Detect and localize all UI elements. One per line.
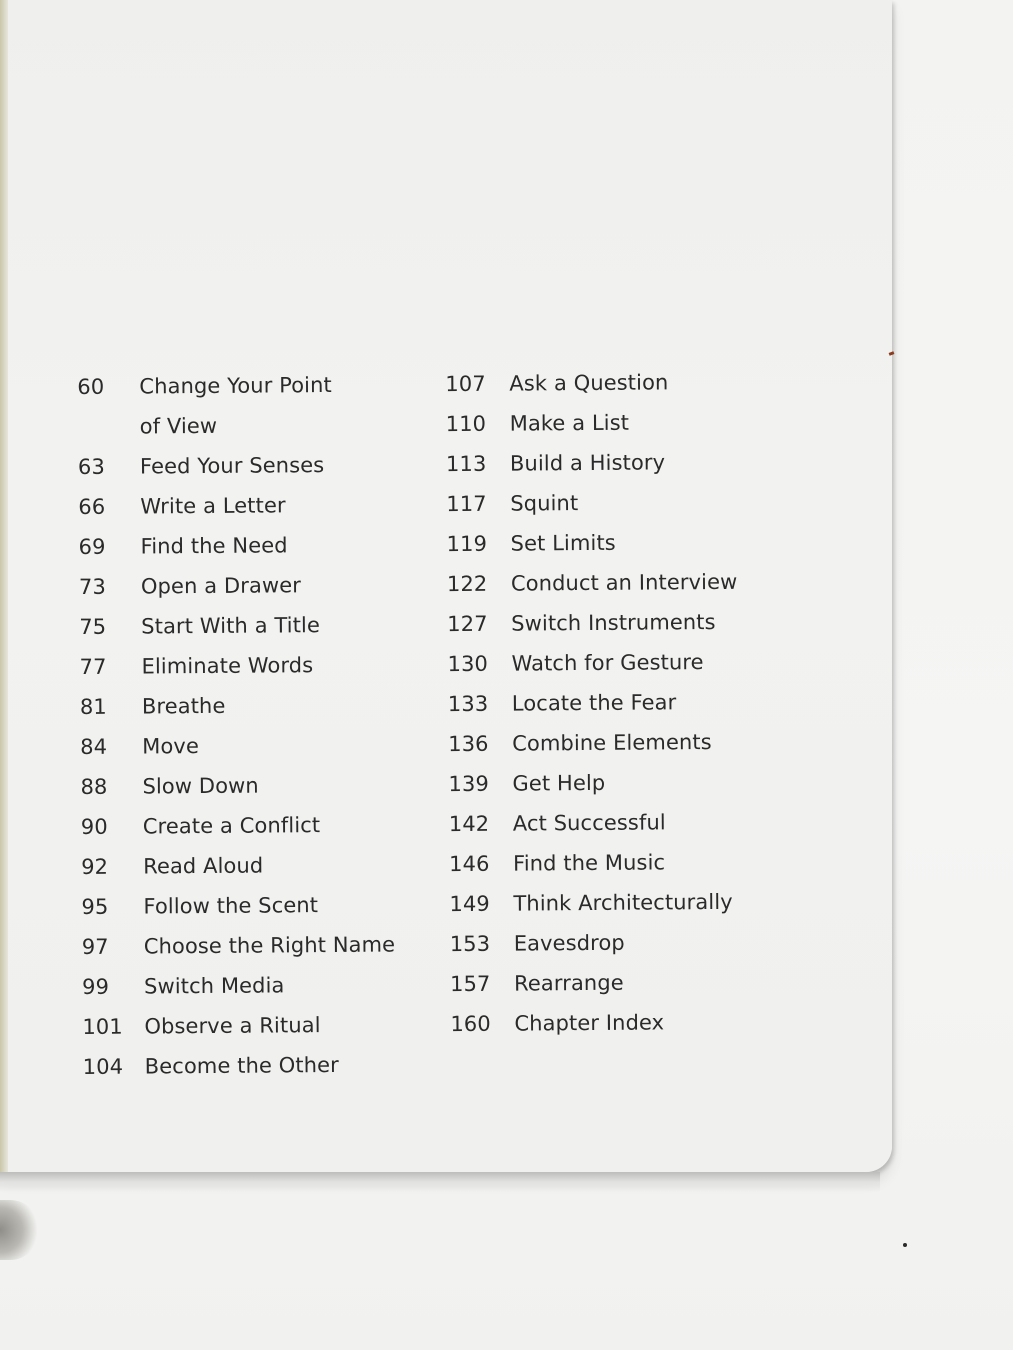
toc-page-number: 139 <box>448 771 489 797</box>
toc-page-number: 113 <box>445 451 487 477</box>
toc-page-number: 66 <box>78 494 106 519</box>
toc-entry <box>79 644 439 687</box>
page-mark <box>889 351 895 356</box>
toc-entry <box>450 962 770 1005</box>
toc-title <box>139 364 438 446</box>
toc-page-number: 127 <box>447 611 488 637</box>
toc-title: Observe a Ritual <box>144 1013 321 1039</box>
toc-entry <box>447 642 767 685</box>
toc-title: Make a List <box>509 410 630 436</box>
toc-title: Combine Elements <box>512 730 712 756</box>
toc-page-number: 107 <box>445 371 486 397</box>
toc-page-number: 157 <box>449 971 491 997</box>
toc-page-number: 77 <box>79 654 107 679</box>
toc-page-number: 122 <box>446 571 488 597</box>
toc-page-number: 133 <box>447 691 489 717</box>
toc-entry <box>450 1002 770 1045</box>
toc-title: Read Aloud <box>143 853 264 879</box>
toc-title: Squint <box>510 491 579 516</box>
toc-title: Watch for Gesture <box>511 650 704 676</box>
toc-entry <box>448 722 768 765</box>
toc-title: Chapter Index <box>514 1010 665 1036</box>
toc-title: Write a Letter <box>140 493 286 519</box>
background-object <box>0 1200 40 1260</box>
toc-title-line: of View <box>139 413 218 439</box>
toc-entry <box>445 362 765 405</box>
toc-title: Switch Media <box>143 973 285 999</box>
toc-page-number: 75 <box>79 614 107 639</box>
toc-title: Think Architecturally <box>513 889 733 916</box>
toc-entry <box>81 804 441 847</box>
toc-entry <box>79 564 439 607</box>
toc-title: Conduct an Interview <box>510 569 738 596</box>
toc-title: Get Help <box>512 770 606 796</box>
toc-page-number: 146 <box>449 851 490 877</box>
toc-page-number: 110 <box>445 411 487 437</box>
toc-title: Breathe <box>141 693 226 719</box>
toc-page-number: 69 <box>78 534 106 559</box>
toc-page-number: 81 <box>79 694 107 719</box>
toc-title: Build a History <box>509 450 666 476</box>
toc-title: Eliminate Words <box>141 653 314 679</box>
toc-page-number: 95 <box>81 894 109 919</box>
toc-page-number: 97 <box>81 934 109 959</box>
toc-entry <box>446 482 766 525</box>
page-shadow <box>0 1172 880 1192</box>
toc-entry <box>78 444 438 487</box>
toc-title: Choose the Right Name <box>143 932 396 959</box>
toc-entry <box>80 724 440 767</box>
toc-title: Eavesdrop <box>513 930 625 956</box>
toc-page-number: 88 <box>80 774 108 799</box>
toc-page-number: 101 <box>82 1014 123 1039</box>
toc-entry <box>447 562 767 605</box>
toc-entry <box>446 442 766 485</box>
toc-entry <box>80 684 440 727</box>
toc-entry <box>449 842 769 885</box>
toc-page-number: 149 <box>449 891 490 917</box>
toc-title: Create a Conflict <box>142 813 321 839</box>
toc-entry <box>79 604 439 647</box>
toc-page-number: 92 <box>81 854 109 879</box>
toc-page-number: 142 <box>448 811 490 837</box>
toc-entry <box>80 764 440 807</box>
toc-page-number: 119 <box>446 531 488 557</box>
toc-page-number: 117 <box>446 491 487 517</box>
toc-entry <box>450 922 770 965</box>
toc-entry <box>81 884 441 927</box>
toc-page-number: 90 <box>80 814 108 839</box>
toc-entry <box>446 402 766 445</box>
toc-entry <box>78 484 438 527</box>
toc-title: Move <box>142 734 200 759</box>
toc-title: Slow Down <box>142 773 259 799</box>
toc-page-number: 60 <box>77 374 105 399</box>
toc-entry <box>447 602 767 645</box>
toc-page-number: 160 <box>450 1011 491 1037</box>
toc-title: Feed Your Senses <box>139 453 325 479</box>
toc-title: Start With a Title <box>141 613 321 639</box>
toc-entry <box>446 522 766 565</box>
toc-page-number: 84 <box>80 734 108 759</box>
toc-entry <box>78 524 438 567</box>
toc-entry <box>449 882 769 925</box>
toc-entry <box>81 844 441 887</box>
toc-entry <box>82 924 442 967</box>
toc-page-number: 153 <box>449 931 491 957</box>
toc-right-column <box>445 362 770 1044</box>
dust-speck <box>903 1243 907 1247</box>
toc-entry <box>449 802 769 845</box>
toc-title: Become the Other <box>144 1052 339 1079</box>
toc-title: Act Successful <box>512 810 666 836</box>
toc-title: Locate the Fear <box>511 690 677 716</box>
toc-title: Rearrange <box>513 970 624 996</box>
toc-title: Switch Instruments <box>511 609 716 636</box>
toc-title: Open a Drawer <box>140 573 302 599</box>
toc-entry <box>82 1004 442 1047</box>
toc-entry <box>448 682 768 725</box>
toc-page-number: 136 <box>448 731 489 757</box>
toc-entry <box>448 762 768 805</box>
toc-page-number: 73 <box>78 574 106 599</box>
toc-title-line: Change Your Point <box>139 372 332 399</box>
toc-entry <box>82 964 442 1007</box>
toc-title: Follow the Scent <box>143 893 319 919</box>
toc-page-number: 130 <box>447 651 489 677</box>
toc-title: Ask a Question <box>509 370 669 396</box>
toc-title: Set Limits <box>510 530 616 556</box>
toc-title: Find the Need <box>140 533 288 559</box>
toc-page-number: 99 <box>81 974 110 999</box>
toc-title: Find the Music <box>513 850 666 876</box>
toc-entry <box>77 364 438 447</box>
toc-page-number: 104 <box>82 1054 124 1079</box>
toc-left-column <box>77 364 443 1087</box>
toc-entry <box>83 1044 443 1087</box>
toc-page-number: 63 <box>77 454 106 479</box>
